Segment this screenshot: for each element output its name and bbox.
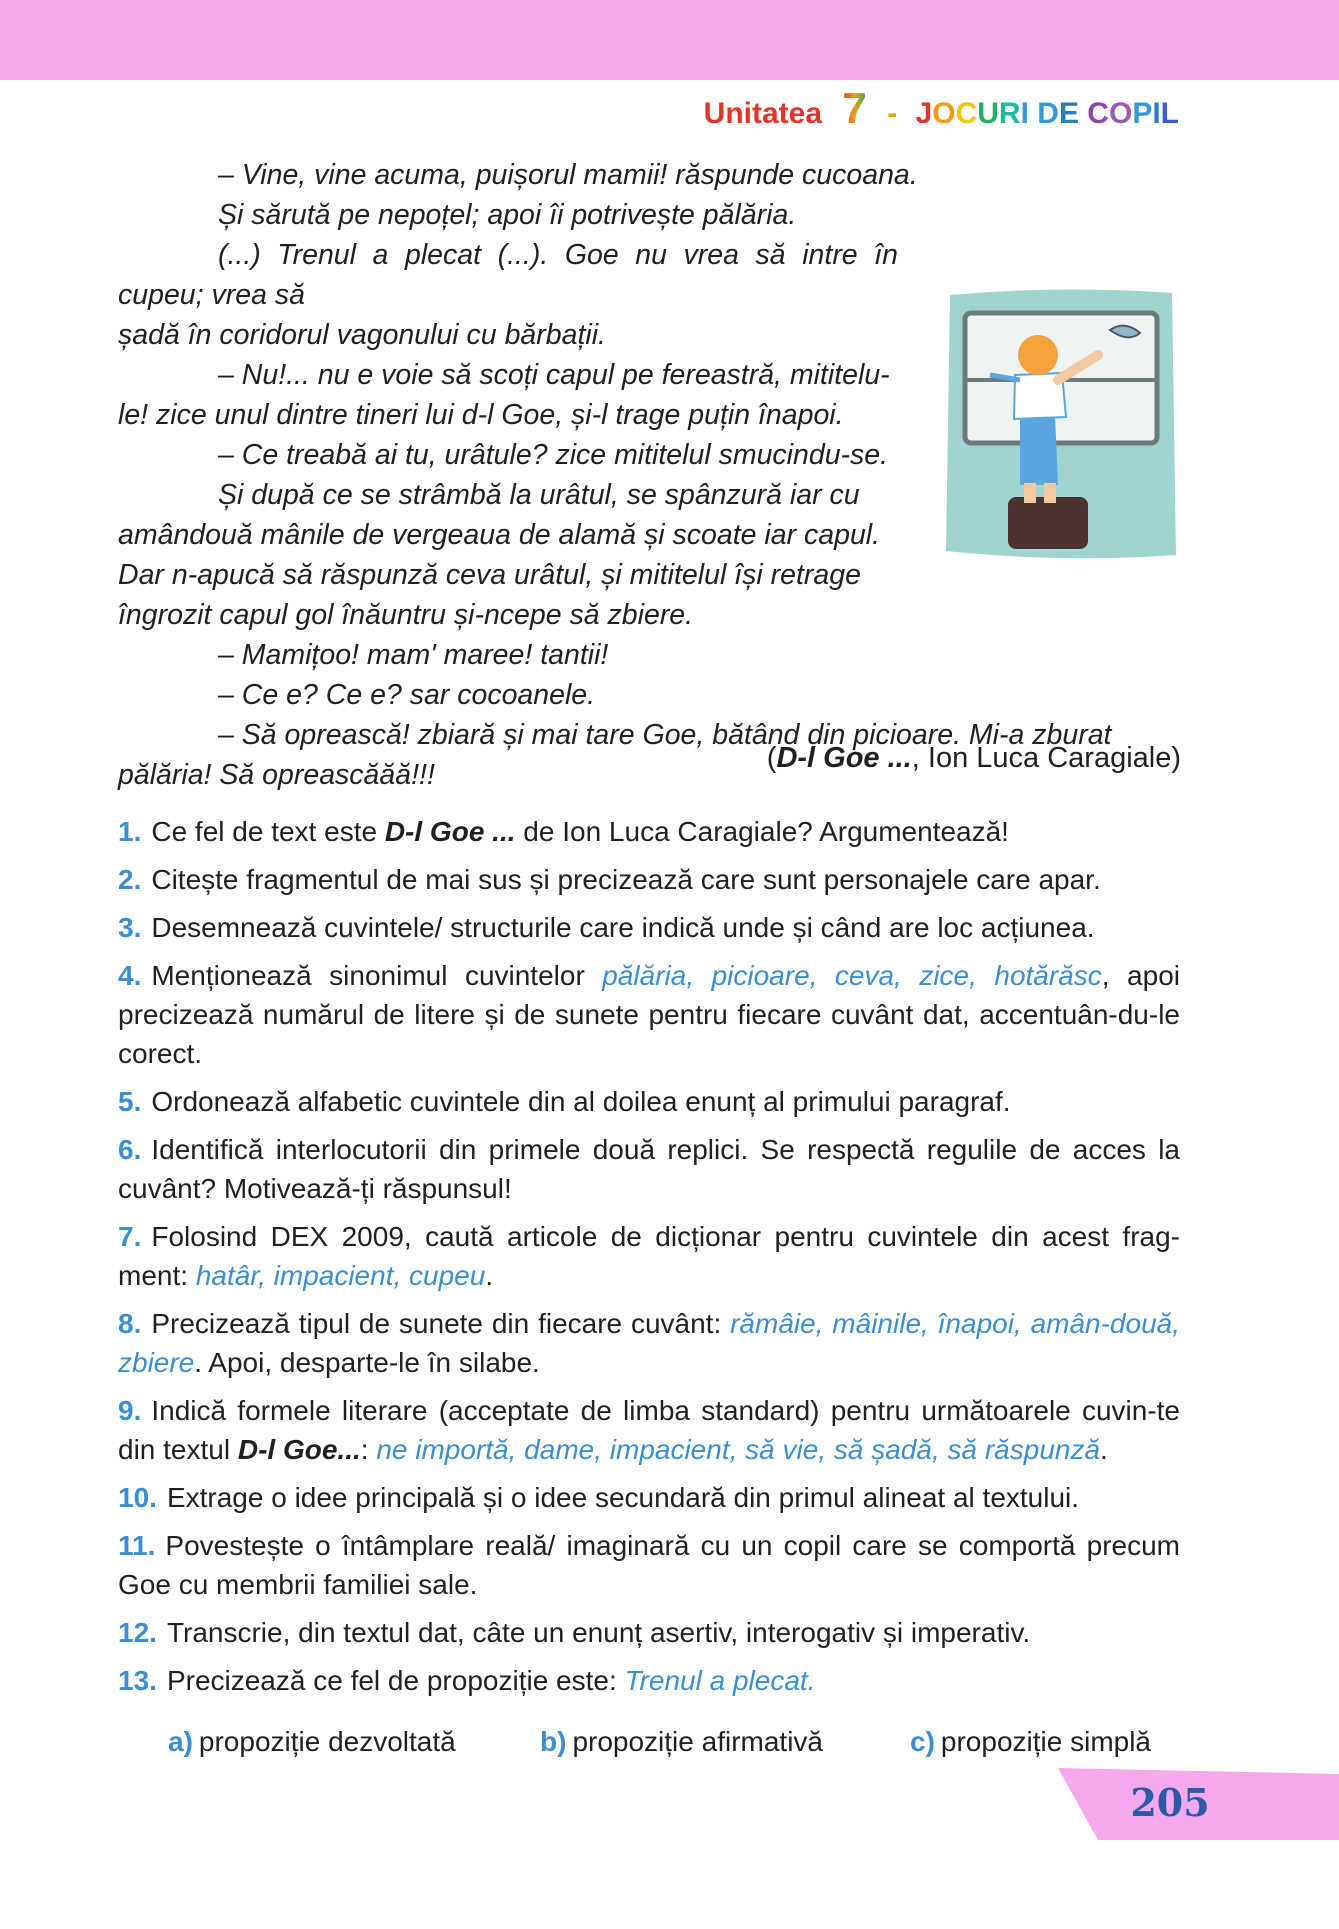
answer-letter: c)	[910, 1726, 935, 1757]
story-line: Dar n-apucă să răspunză ceva urâtul, și mititelul își retrage	[118, 559, 861, 591]
answer-text: propoziție dezvoltată	[198, 1726, 456, 1757]
question-text: Extrage o idee principală și o idee secundară din primul alineat al textului.	[166, 1482, 1080, 1513]
question-text: Transcrie, din textul dat, câte un enunț asertiv, interogativ și imperativ.	[166, 1617, 1031, 1648]
story-line: amândouă mânile de vergeaua de alamă și scoate iar capul.	[118, 519, 881, 551]
question-number: 1.	[118, 816, 142, 847]
question-text: Citește fragmentul de mai sus și precizează care sunt personajele care apar.	[151, 864, 1101, 895]
question-item	[118, 1130, 1180, 1208]
unit-title-letter: I	[1020, 97, 1029, 130]
question-item	[118, 1304, 1180, 1382]
question-highlight: Trenul a plecat.	[624, 1665, 816, 1696]
question-text: .	[1100, 1434, 1108, 1465]
question-number: 10.	[118, 1482, 157, 1513]
unit-title-letter: P	[1132, 97, 1153, 130]
unit-title-letter: D	[1037, 97, 1059, 130]
question-number: 11.	[118, 1530, 156, 1561]
question-highlight: pălăria, picioare, ceva, zice, hotărăsc	[602, 960, 1102, 991]
answer-option-c	[910, 1726, 1151, 1758]
question-highlight: ne importă, dame, impacient, să vie, să șadă, să răspunză	[376, 1434, 1101, 1465]
unit-title-letter: U	[977, 97, 999, 130]
question-text: de Ion Luca Caragiale? Argumentează!	[515, 816, 1009, 847]
unit-dash: -	[887, 97, 898, 130]
story-line: – Vine, vine acuma, puișorul mamii! răspunde cucoana.	[218, 159, 918, 191]
question-number: 9.	[118, 1395, 142, 1426]
question-text: Precizează ce fel de propoziție este:	[166, 1665, 625, 1696]
question-item	[118, 908, 1180, 947]
answer-option-a	[168, 1726, 456, 1758]
question-item	[118, 1661, 1180, 1700]
question-item	[118, 812, 1180, 851]
question-text: :	[360, 1434, 377, 1465]
question-number: 7.	[118, 1221, 142, 1252]
story-line: – Mamițoo! mam' maree! tantii!	[218, 639, 609, 671]
unit-title-letter: O	[1108, 97, 1133, 130]
unit-word: Unitatea	[703, 97, 823, 130]
question-text: Povestește o întâmplare reală/ imaginară cu un copil care se comportă precum Goe cu membrii familiei sale.	[118, 1530, 1180, 1600]
question-text: Indică formele literare (acceptate de limba standard) pentru următoarele cuvin-te din textul	[118, 1395, 1180, 1465]
question-text: Identifică interlocutorii din primele două replici. Se respectă regulile de acces la cuvânt? Motivează-ți răspunsul!	[118, 1134, 1180, 1204]
question-number: 2.	[118, 864, 142, 895]
story-source	[767, 742, 1181, 775]
page-number: 205	[1130, 1780, 1210, 1825]
question-text: .	[485, 1260, 494, 1291]
question-number: 8.	[118, 1308, 142, 1339]
question-number: 6.	[118, 1134, 142, 1165]
story-line: Și după ce se strâmbă la urâtul, se spânzură iar cu	[218, 479, 860, 511]
question-item	[118, 1391, 1180, 1469]
unit-title-letter: O	[932, 97, 956, 130]
answer-option-b	[540, 1726, 823, 1758]
unit-header	[704, 84, 1179, 134]
answer-letter: a)	[168, 1726, 193, 1757]
story-line: (...) Trenul a plecat (...). Goe nu vrea să intre în cupeu; vrea să	[118, 239, 898, 311]
top-band-curve	[0, 0, 1339, 160]
unit-title-letter: C	[1087, 97, 1109, 130]
story-line: îngrozit capul gol înăuntru și-ncepe să zbiere.	[118, 599, 694, 631]
questions-list	[118, 812, 1180, 1709]
question-text: Ordonează alfabetic cuvintele din al doilea enunț al primului paragraf.	[151, 1086, 1011, 1117]
answer-text: propoziție simplă	[940, 1726, 1152, 1757]
unit-title-letter	[1029, 97, 1037, 130]
unit-title-letter: E	[1058, 97, 1079, 130]
question-item	[118, 860, 1180, 899]
story-line: – Ce e? Ce e? sar cocoanele.	[218, 679, 596, 711]
question-item	[118, 1526, 1180, 1604]
question-item	[118, 1613, 1180, 1652]
source-title: D-l Goe ...	[776, 742, 912, 774]
question-item	[118, 956, 1180, 1073]
story-line: – Ce treabă ai tu, urâtule? zice mititelul smucindu-se.	[218, 439, 889, 471]
source-author: , Ion Luca Caragiale)	[911, 742, 1181, 774]
unit-title-letter: I	[1152, 97, 1161, 130]
question-text: Folosind DEX 2009, caută articole de dicționar pentru cuvintele din acest frag-ment:	[118, 1221, 1180, 1291]
question-text: , apoi precizează numărul de litere și de sunete pentru fiecare cuvânt dat, accentuân-du-le corect.	[118, 960, 1180, 1069]
question-title: D-l Goe ...	[384, 816, 516, 847]
question-text: Ce fel de text este	[151, 816, 385, 847]
story-line: – Să oprească! zbiară și mai tare Goe, bătând din picioare. Mi-a zburat	[218, 719, 1112, 751]
question-number: 13.	[118, 1665, 157, 1696]
question-item	[118, 1478, 1180, 1517]
answer-text: propoziție afirmativă	[572, 1726, 823, 1757]
question-number: 3.	[118, 912, 142, 943]
story-line: le! zice unul dintre tineri lui d-l Goe, și-l trage puțin înapoi.	[118, 399, 844, 431]
question-number: 4.	[118, 960, 142, 991]
story-line: șadă în coridorul vagonului cu bărbații.	[118, 319, 606, 351]
question-item	[118, 1082, 1180, 1121]
question-text: Menționează sinonimul cuvintelor	[151, 960, 603, 991]
story-line: pălăria! Să opreascăăă!!!	[118, 759, 435, 791]
question-number: 12.	[118, 1617, 157, 1648]
question-text: Desemnează cuvintele/ structurile care indică unde și când are loc acțiunea.	[151, 912, 1095, 943]
unit-title-letter: L	[1160, 97, 1179, 130]
answer-letter: b)	[540, 1726, 567, 1757]
question-title: D-l Goe...	[237, 1434, 361, 1465]
question-number: 5.	[118, 1086, 142, 1117]
question-highlight: hatâr, impacient, cupeu	[195, 1260, 486, 1291]
story-line: – Nu!... nu e voie să scoți capul pe fereastră, mititelu-	[218, 359, 890, 391]
question-item	[118, 1217, 1180, 1295]
unit-title-letter: J	[915, 97, 933, 130]
question-text: . Apoi, desparte-le în silabe.	[194, 1347, 540, 1378]
goe-train-window-illustration	[940, 285, 1180, 565]
unit-title	[916, 97, 1179, 130]
question-text: Precizează tipul de sunete din fiecare cuvânt:	[151, 1308, 731, 1339]
unit-title-letter: C	[955, 97, 978, 130]
question-highlight: rămâie, mâinile, înapoi, amân-două, zbiere	[118, 1308, 1180, 1378]
unit-number: 7	[842, 84, 867, 133]
unit-title-letter: R	[998, 97, 1021, 130]
story-line: Și sărută pe nepoțel; apoi îi potrivește pălăria.	[218, 199, 797, 231]
source-open: (	[766, 742, 777, 774]
